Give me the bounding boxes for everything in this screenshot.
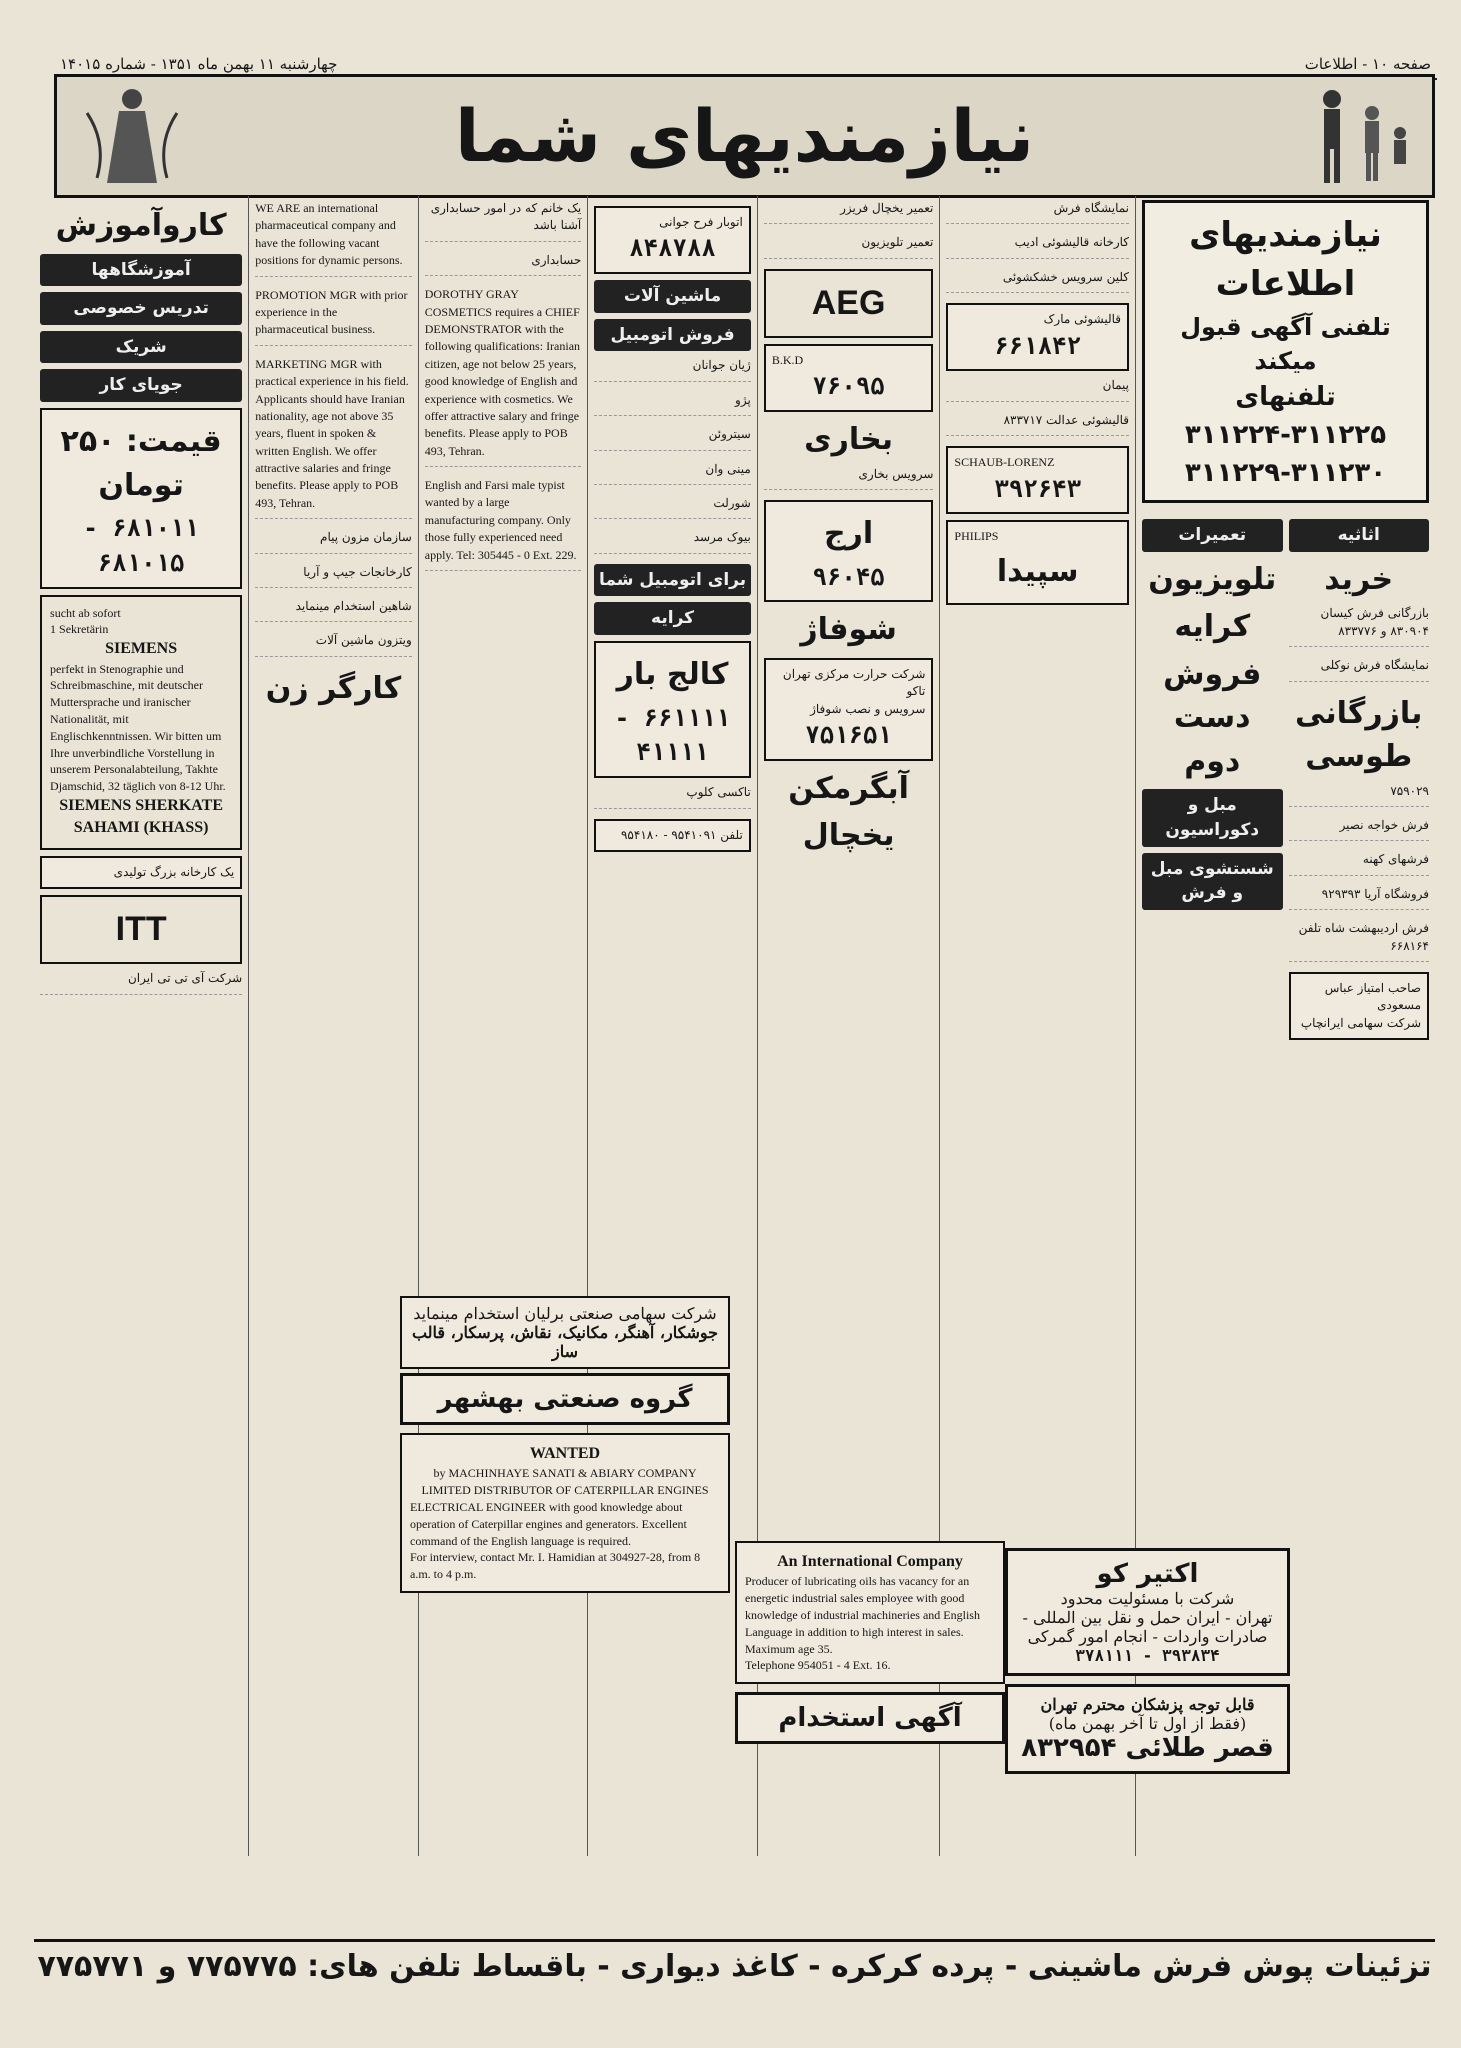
- job-notice-title: آگهی استخدام: [778, 1703, 962, 1734]
- ad-woman-accountant: یک خانم که در امور حسابداری آشنا باشد: [425, 200, 582, 242]
- ad-tv: تلویزیون: [1148, 561, 1277, 597]
- woman-illustration-icon: [67, 83, 197, 187]
- section-car-service: برای اتومبیل شما: [594, 564, 751, 597]
- sepida-brand: سپیدا: [996, 553, 1079, 589]
- arj-brand: ارج: [824, 516, 874, 552]
- main-box-title: نیازمندیهای اطلاعات: [1189, 215, 1382, 305]
- carpet-wash-phone: ۶۶۱۸۴۲: [994, 331, 1082, 360]
- footer-banner: تزئینات پوش فرش ماشینی - پرده کرکره - کاغذ دیواری - باقساط تلفن های: ۷۷۵۷۷۵ و ۷۷۵۷۷۱: [34, 1939, 1435, 1990]
- section-machines: ماشین آلات: [594, 280, 751, 313]
- ad-fridge: تعمیر یخچال فریزر: [764, 200, 934, 224]
- shofaj-company-sub: سرویس و نصب شوفاژ: [810, 701, 926, 716]
- ad-auto-bar: [594, 206, 751, 274]
- ad-aria: فروشگاه آریا ۹۲۹۳۹۳: [1289, 886, 1430, 910]
- jointstock-sub: جوشکار، آهنگر، مکانیک، نقاش، پرسکار، قالب ساز: [411, 1323, 719, 1361]
- ad-international-company: [735, 1541, 1005, 1684]
- ad-accounting: حسابداری: [425, 252, 582, 276]
- ad-second-hand: فروش دست دوم: [1163, 656, 1262, 779]
- main-box-phones-1: ۳۱۱۲۲۴-۳۱۱۲۲۵: [1184, 419, 1387, 450]
- behshahr-title: گروه صنعتی بهشهر: [437, 1384, 693, 1414]
- wanted-title: WANTED: [529, 1445, 601, 1462]
- doctors-title: قابل توجه پزشکان محترم تهران: [1040, 1695, 1255, 1714]
- actirco-phone: ۳۹۳۸۳۴ - ۳۷۸۱۱۱: [1075, 1646, 1220, 1665]
- ad-old-carpets: فرشهای کهنه: [1289, 851, 1430, 875]
- ad-water-heater: آبگرمکن: [788, 770, 909, 806]
- section-car-sale: فروش اتومبیل: [594, 319, 751, 352]
- ad-shofaj: شوفاژ: [800, 612, 897, 648]
- ad-carpet: بازرگانی فرش کیسان ۸۳۰۹۰۴ و ۸۳۳۷۷۶: [1289, 605, 1430, 647]
- ad-promotion-mgr: PROMOTION MGR with prior experience in the pharmaceutical business.: [255, 287, 412, 346]
- ad-furniture: مبل و دکوراسیون: [1142, 789, 1283, 846]
- ad-carpet-shop: نمایشگاه فرش نوکلی: [1289, 657, 1430, 681]
- section-banner: [54, 74, 1435, 198]
- publisher-print: شرکت سهامی ایرانچاپ: [1300, 1015, 1421, 1030]
- ad-publisher: [1289, 972, 1430, 1040]
- bkd-phone: ۷۶۰۹۵: [812, 372, 885, 401]
- page-label: صفحه ۱۰ - اطلاعات: [1304, 55, 1431, 73]
- issue-date: چهارشنبه ۱۱ بهمن ماه ۱۳۵۱ - شماره ۱۴۰۱۵: [60, 55, 338, 73]
- intl-title: An International Company: [777, 1553, 963, 1570]
- lower-center-left: [400, 1365, 730, 1599]
- ad-dorothy-gray: DOROTHY GRAY COSMETICS requires a CHIEF DEMONSTRATOR with the following qualifications: Iranian citizen, age not below 25 years, good knowledge of English and experience with cosmetics. We offer attractive salary and fringe benefits. Please apply to POB 493, Tehran.: [425, 286, 582, 467]
- section-job-seekers: جویای کار: [40, 369, 242, 402]
- ad-taxi-club: تاکسی کلوپ: [594, 784, 751, 808]
- ad-pharma-intro: WE ARE an international pharmaceutical company and have the following vacant positions for dynamic persons.: [255, 200, 412, 277]
- siemens-text: perfekt in Stenographie und Schreibmaschine, mit deutscher Muttersprache und iranischer Nationalität, mit Englischkenntnissen. Wir bitten um Ihre unverbindliche Vorstellung in unserem Personalabteilung, Takhte Djamschid, 32 täglich von 8-12 Uhr.: [50, 661, 226, 794]
- auto-bar-phone: ۸۴۸۷۸۸: [629, 234, 716, 263]
- section-partner: شریک: [40, 331, 242, 364]
- section-buy: خرید: [1324, 561, 1394, 597]
- wanted-by: by MACHINHAYE SANATI & ABIARY COMPANY LIMITED DISTRIBUTOR OF CATERPILLAR ENGINES: [421, 1466, 709, 1498]
- section-repair: تعمیرات: [1142, 519, 1283, 552]
- main-box-subtitle: تلفنی آگهی قبول میکند: [1180, 312, 1391, 376]
- banner-title: نیازمندیهای شما: [454, 94, 1035, 178]
- intl-phone: Telephone 954051 - 4 Ext. 16.: [745, 1658, 891, 1673]
- ad-buick: بیوک مرسد: [594, 529, 751, 553]
- jointstock-title: شرکت سهامی صنعتی برلیان استخدام مینماید: [413, 1304, 717, 1323]
- section-schools: آموزشگاهها: [40, 254, 242, 287]
- actirco-text: تهران - ایران حمل و نقل بین المللی - صادرات واردات - انجام امور گمرکی: [1022, 1608, 1273, 1646]
- bkd-price: قیمت: ۲۵۰ تومان: [60, 424, 222, 503]
- ad-jointstock: [400, 1296, 730, 1369]
- actirco-name: اکتیر کو: [1096, 1559, 1199, 1589]
- ad-alborz: قالیشوئی عدالت ۸۳۳۷۱۷: [946, 412, 1129, 436]
- ad-schaub-lorenz: [946, 446, 1129, 514]
- ad-female-worker: کارگر زن: [265, 670, 402, 706]
- column-6: [248, 196, 418, 1856]
- ad-siemens: [40, 595, 242, 850]
- siemens-footer: SIEMENS SHERKATE SAHAMI (KHASS): [59, 797, 223, 837]
- ad-citroen: سیتروئن: [594, 426, 751, 450]
- ad-wanted: [400, 1433, 730, 1593]
- publisher-owner: صاحب امتیاز عباس مسعودی: [1324, 980, 1421, 1013]
- ad-jeep-sub: شاهین استخدام مینماید: [255, 598, 412, 622]
- shofaj-company-phone: ۷۵۱۶۵۱: [805, 721, 892, 750]
- ad-job-notice: [735, 1692, 1005, 1744]
- ad-peugeot: پژو: [594, 392, 751, 416]
- intl-age: Maximum age 35.: [745, 1641, 833, 1656]
- schaub-phone: ۳۹۲۶۴۳: [994, 474, 1082, 503]
- lower-right: [1005, 1540, 1290, 1782]
- column-5: [418, 196, 588, 1856]
- ad-heater: بخاری: [804, 422, 894, 458]
- ad-tel-bar: تلفن ۹۵۴۱۰۹۱ - ۹۵۴۱۸۰: [594, 819, 751, 852]
- ad-carpet-wash-box: [946, 303, 1129, 371]
- actirco-sub: شرکت با مسئولیت محدود: [1060, 1589, 1235, 1608]
- lower-intl: [735, 1535, 1005, 1752]
- ad-tousi: بازرگانی طوسی: [1295, 695, 1423, 775]
- college-bar-name: کالج بار: [616, 657, 729, 693]
- ad-shofaj-company: [764, 658, 934, 761]
- carpet-wash-label: قالیشوئی مارک: [1043, 312, 1122, 327]
- arj-phone: ۹۶۰۴۵: [812, 562, 885, 591]
- wanted-contact: For interview, contact Mr. I. Hamidian at 304927-28, from 8 a.m. to 4 p.m.: [410, 1550, 701, 1582]
- ad-peyman: پیمان: [946, 377, 1129, 401]
- ad-heater-service: سرویس بخاری: [764, 466, 934, 490]
- column-4: [587, 196, 757, 1856]
- bkd-heater-phone: ۶۸۱۰۱۱ - ۶۸۱۰۱۵: [83, 514, 199, 577]
- ad-factory: یک کارخانه بزرگ تولیدی: [40, 856, 242, 889]
- ad-marketing-mgr: MARKETING MGR with practical experience in his field. Applicants should have Iranian nationality, age not above 35 years, fluent in spoken & written English. We offer attractive salaries and fringe benefits. Please apply to POB 493, Tehran.: [255, 356, 412, 520]
- schaub-brand: SCHAUB-LORENZ: [954, 455, 1055, 470]
- main-box-phones-2: ۳۱۱۲۲۹-۳۱۱۲۳۰: [1184, 457, 1387, 488]
- ad-itt-title: شرکت آی تی تی ایران: [40, 970, 242, 994]
- ad-bkd-heater: [40, 408, 242, 589]
- auto-bar-name: اتوبار فرح جوانی: [659, 215, 743, 229]
- column-7: [34, 196, 248, 1856]
- ad-tv-repair: تعمیر تلویزیون: [764, 234, 934, 258]
- philips-brand: PHILIPS: [954, 529, 999, 544]
- ad-english-typist: English and Farsi male typist wanted by a large manufacturing company. Only those fully experienced need apply. Tel: 305445 - 0 Ext. 229.: [425, 477, 582, 571]
- section-furniture: اثاثیه: [1289, 519, 1430, 552]
- main-phone-box: [1142, 200, 1429, 503]
- ad-holding: کارخانه قالیشوئی ادیب: [946, 234, 1129, 258]
- doctors-text: (فقط از اول تا آخر بهمن ماه): [1048, 1714, 1247, 1733]
- gold-palace: قصر طلائی ۸۳۲۹۵۴: [1021, 1733, 1274, 1763]
- ad-minivan: مینی وان: [594, 461, 751, 485]
- siemens-brand: SIEMENS: [105, 640, 178, 658]
- ad-videotape: ویتزون ماشین آلات: [255, 632, 412, 656]
- shofaj-company-name: شرکت حرارت مرکزی تهران تاکو: [782, 666, 926, 699]
- ad-nasir: فرش خواجه نصیر: [1289, 817, 1430, 841]
- ad-tousi-phone: ۷۵۹۰۲۹: [1289, 783, 1430, 807]
- ad-rent: کرایه: [1174, 609, 1251, 645]
- siemens-title: sucht ab sofort: [50, 605, 121, 620]
- ad-wash: شستشوی مبل و فرش: [1142, 853, 1283, 910]
- ad-carpet-gallery: نمایشگاه فرش: [946, 200, 1129, 224]
- ad-kelin: کلین سرویس خشکشوئی: [946, 269, 1129, 293]
- ad-philips: [946, 520, 1129, 605]
- ad-bkd: [764, 344, 934, 412]
- college-bar-phone: ۶۶۱۱۱۱ - ۴۱۱۱۱: [614, 703, 731, 767]
- itt-logo: ITT: [40, 895, 242, 964]
- aeg-logo: AEG: [764, 269, 934, 338]
- ad-chevrolet: شورلت: [594, 495, 751, 519]
- ad-jian: ژیان جوانان: [594, 357, 751, 381]
- section-learning: کاروآموزش: [55, 208, 227, 243]
- ad-college-bar: [594, 641, 751, 778]
- ad-behshahr: [400, 1373, 730, 1425]
- ad-ardibehesht: فرش اردیبهشت شاه تلفن ۶۶۸۱۶۴: [1289, 920, 1430, 962]
- ad-actirco: [1005, 1548, 1290, 1676]
- intl-text: Producer of lubricating oils has vacancy for an energetic industrial sales employee with good knowledge of industrial machineries and English Language in addition to high interest in sales.: [745, 1574, 980, 1639]
- ad-refrigerator: یخچال: [802, 818, 895, 854]
- ad-arj: [764, 500, 934, 602]
- section-rental: کرایه: [594, 602, 751, 635]
- ad-doctors: [1005, 1684, 1290, 1774]
- lower-jointstock: [400, 1290, 730, 1375]
- main-box-phones-label: تلفنهای: [1235, 382, 1336, 413]
- wanted-role: ELECTRICAL ENGINEER with good knowledge about operation of Caterpillar engines and generators. Excellent command of the English language is required.: [410, 1499, 687, 1548]
- ad-mezon: سازمان مزون پیام: [255, 529, 412, 553]
- bkd-brand: B.K.D: [771, 353, 804, 368]
- section-private-tutoring: تدریس خصوصی: [40, 292, 242, 325]
- family-illustration-icon: [1292, 83, 1422, 187]
- ad-jeep: کارخانجات جیپ و آریا: [255, 564, 412, 588]
- siemens-role: 1 Sekretärin: [50, 622, 109, 637]
